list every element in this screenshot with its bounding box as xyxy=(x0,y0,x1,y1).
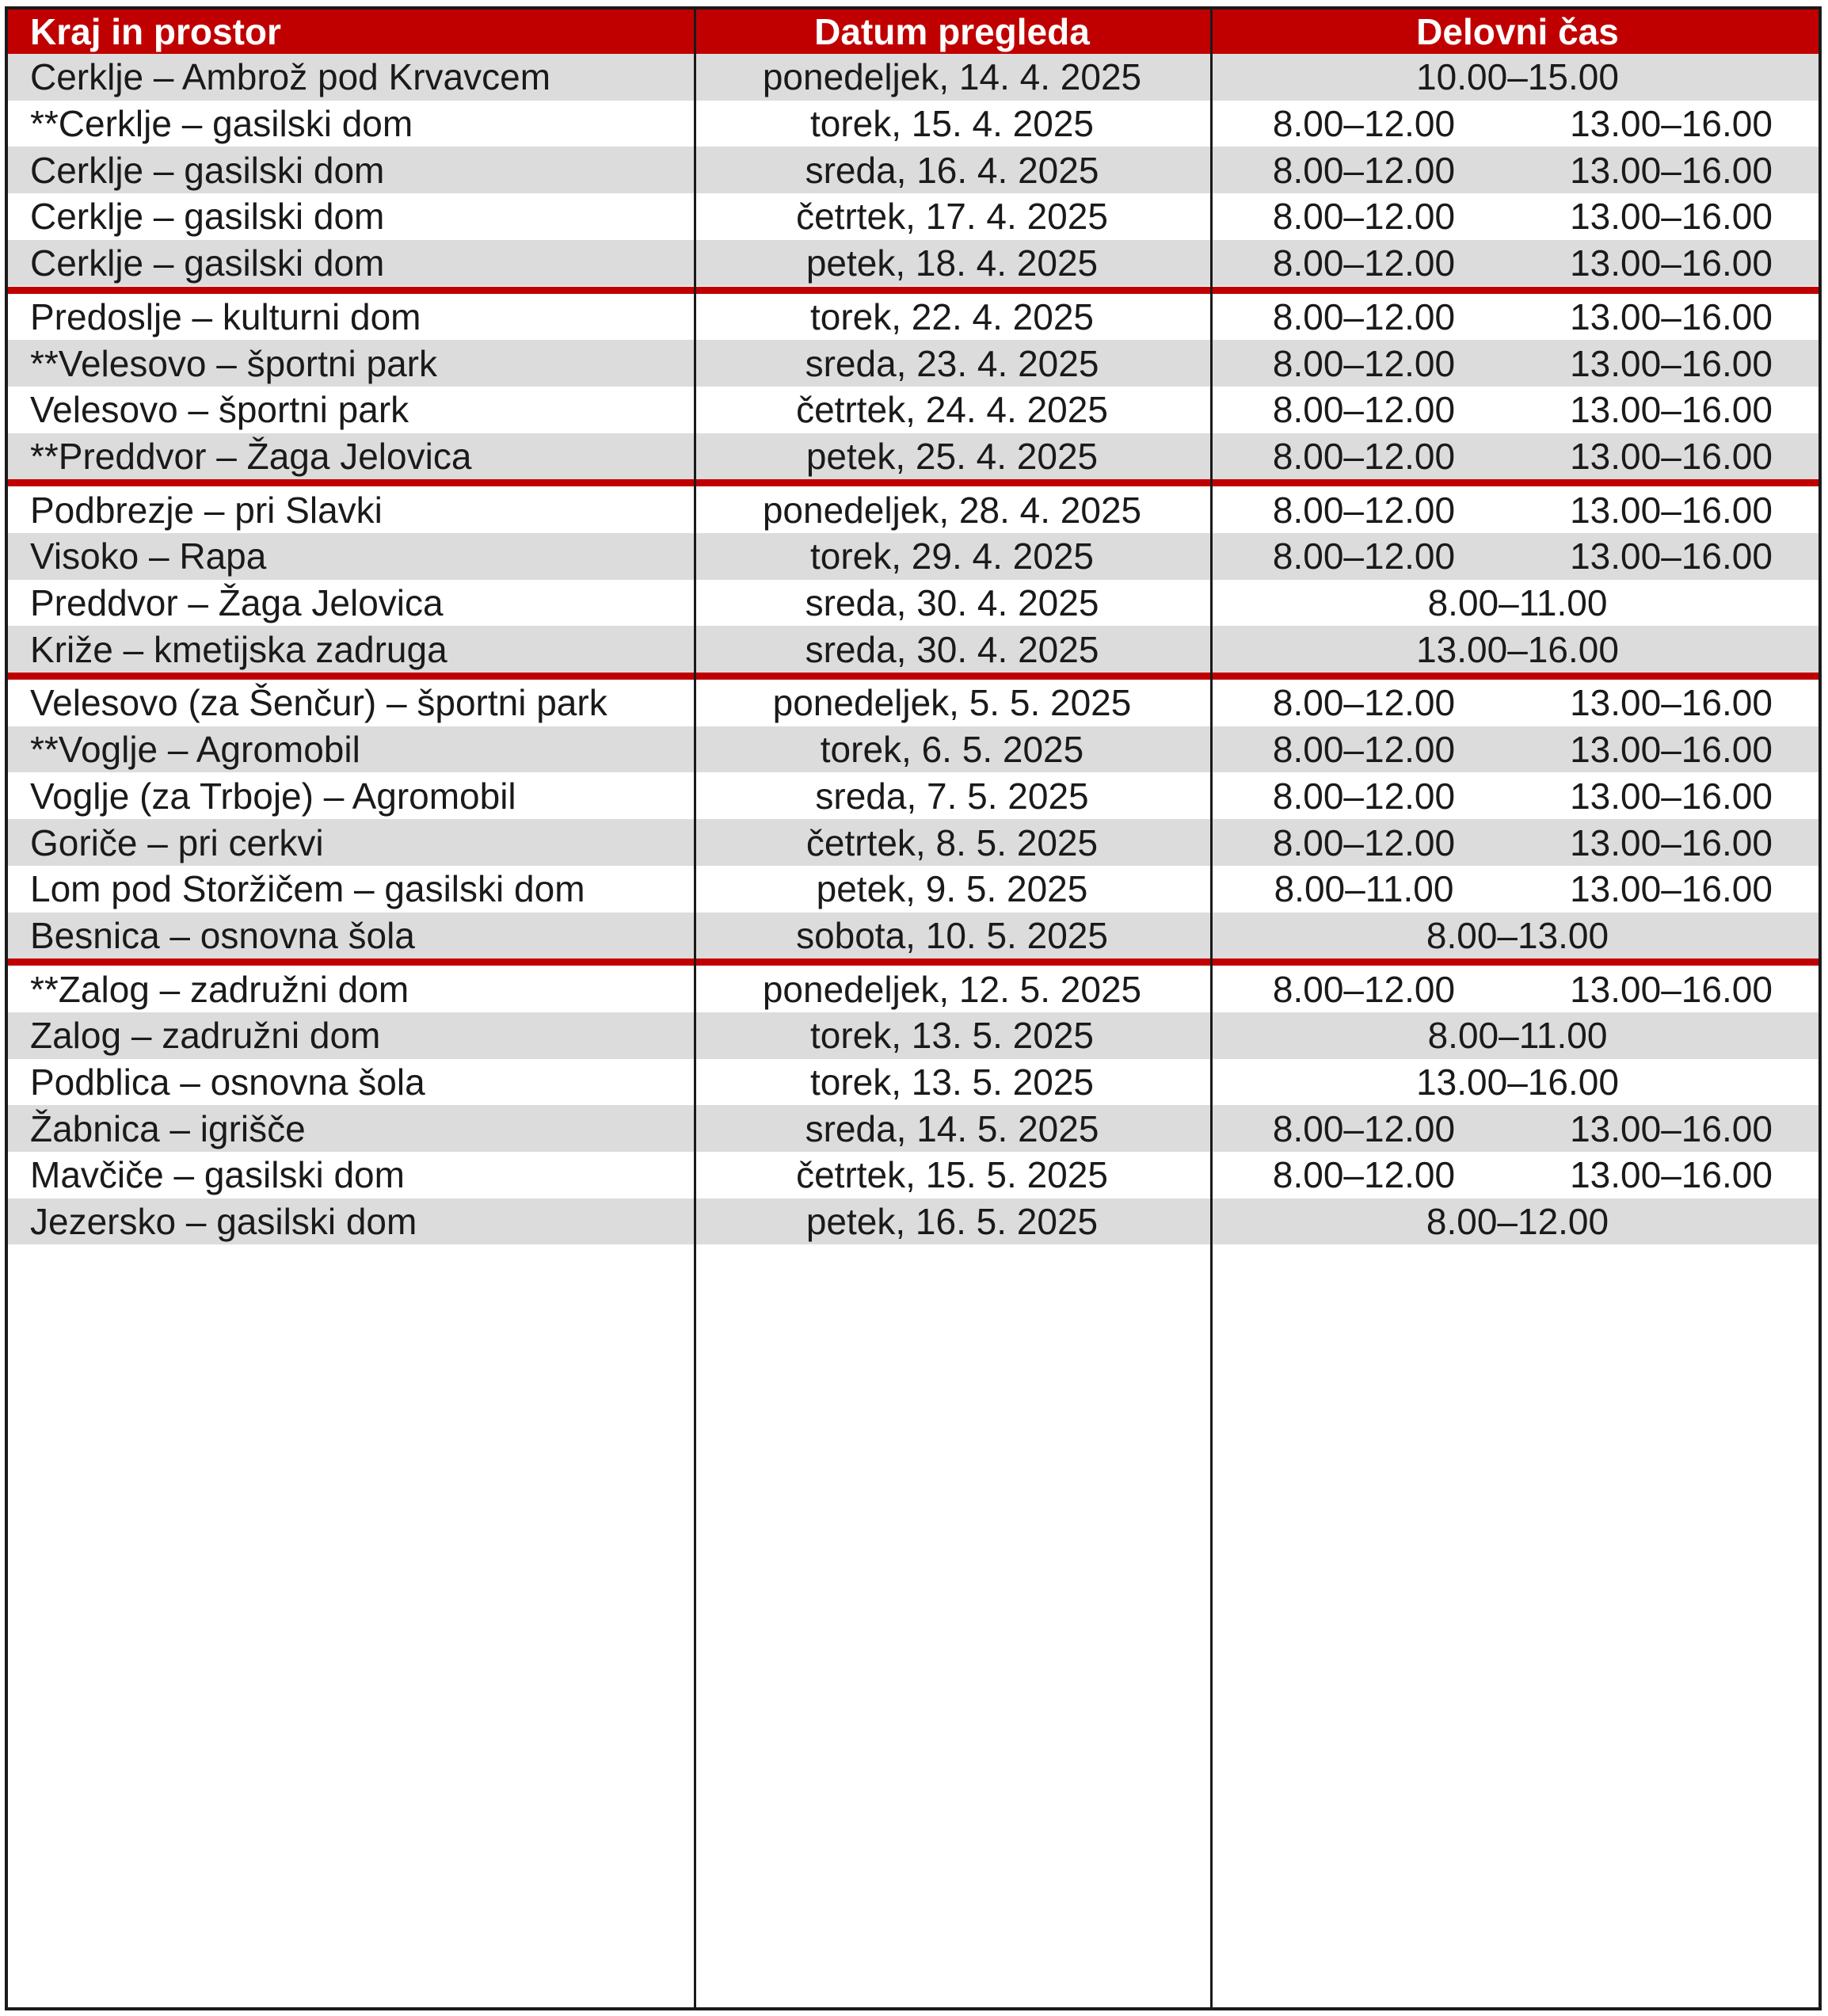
cell-place: Voglje (za Trboje) – Agromobil xyxy=(30,775,516,817)
cell-hours-afternoon: 13.00–16.00 xyxy=(1570,1107,1773,1149)
cell-hours: 13.00–16.00 xyxy=(1416,1061,1619,1103)
header-date: Datum pregleda xyxy=(814,11,1090,52)
cell-hours-afternoon: 13.00–16.00 xyxy=(1570,1154,1773,1196)
table-row xyxy=(8,580,1818,627)
cell-place: Zalog – zadružni dom xyxy=(30,1015,381,1057)
cell-place: Cerklje – gasilski dom xyxy=(30,196,385,238)
header-hours: Delovni čas xyxy=(1416,11,1619,52)
cell-hours-afternoon: 13.00–16.00 xyxy=(1570,149,1773,191)
cell-date: torek, 6. 5. 2025 xyxy=(820,729,1084,771)
cell-hours-afternoon: 13.00–16.00 xyxy=(1570,682,1773,724)
table-row xyxy=(8,673,1818,726)
cell-place: Visoko – Rapa xyxy=(30,535,267,577)
cell-hours-morning: 8.00–12.00 xyxy=(1272,242,1456,284)
table-row xyxy=(8,626,1818,673)
cell-hours-morning: 8.00–12.00 xyxy=(1272,389,1456,431)
cell-hours: 10.00–15.00 xyxy=(1416,56,1619,98)
cell-place: Velesovo (za Šenčur) – športni park xyxy=(30,682,607,724)
cell-hours-afternoon: 13.00–16.00 xyxy=(1570,103,1773,145)
cell-hours-morning: 8.00–12.00 xyxy=(1272,295,1456,337)
table-row xyxy=(8,54,1818,101)
table-row xyxy=(8,433,1818,480)
cell-place: **Preddvor – Žaga Jelovica xyxy=(30,435,472,477)
table-row xyxy=(8,101,1818,147)
cell-hours-afternoon: 13.00–16.00 xyxy=(1570,968,1773,1010)
cell-date: petek, 18. 4. 2025 xyxy=(805,242,1099,284)
cell-hours-afternoon: 13.00–16.00 xyxy=(1570,775,1773,817)
cell-date: torek, 29. 4. 2025 xyxy=(809,535,1095,577)
cell-hours-afternoon: 13.00–16.00 xyxy=(1570,196,1773,238)
cell-hours-morning: 8.00–12.00 xyxy=(1272,149,1456,191)
cell-hours-morning: 8.00–12.00 xyxy=(1272,489,1456,531)
cell-hours-morning: 8.00–12.00 xyxy=(1272,535,1456,577)
table-row xyxy=(8,1012,1818,1059)
cell-hours-afternoon: 13.00–16.00 xyxy=(1570,729,1773,771)
cell-hours-afternoon: 13.00–16.00 xyxy=(1570,535,1773,577)
header-place: Kraj in prostor xyxy=(30,11,281,52)
table-row xyxy=(8,819,1818,866)
cell-place: Jezersko – gasilski dom xyxy=(30,1201,417,1243)
cell-place: Besnica – osnovna šola xyxy=(30,914,415,956)
table-row xyxy=(8,387,1818,433)
cell-hours-afternoon: 13.00–16.00 xyxy=(1570,295,1773,337)
cell-date: petek, 9. 5. 2025 xyxy=(816,868,1088,910)
cell-hours: 8.00–11.00 xyxy=(1427,1015,1608,1057)
cell-hours: 8.00–13.00 xyxy=(1426,914,1609,956)
cell-hours: 13.00–16.00 xyxy=(1416,628,1619,670)
cell-place: Cerklje – gasilski dom xyxy=(30,149,385,191)
cell-hours-morning: 8.00–12.00 xyxy=(1272,821,1456,863)
cell-hours-afternoon: 13.00–16.00 xyxy=(1570,489,1773,531)
cell-date: sreda, 16. 4. 2025 xyxy=(805,149,1099,191)
cell-place: **Cerklje – gasilski dom xyxy=(30,103,413,145)
table-row xyxy=(8,240,1818,287)
cell-date: petek, 25. 4. 2025 xyxy=(805,435,1099,477)
cell-hours-morning: 8.00–12.00 xyxy=(1272,435,1456,477)
schedule-table xyxy=(5,6,1822,2010)
cell-date: ponedeljek, 14. 4. 2025 xyxy=(762,56,1142,98)
cell-place: Mavčiče – gasilski dom xyxy=(30,1154,405,1196)
cell-hours: 8.00–12.00 xyxy=(1426,1201,1609,1243)
cell-date: torek, 13. 5. 2025 xyxy=(809,1015,1095,1057)
cell-date: ponedeljek, 28. 4. 2025 xyxy=(762,489,1142,531)
cell-place: Križe – kmetijska zadruga xyxy=(30,628,447,670)
table-row xyxy=(8,1199,1818,1245)
cell-hours-afternoon: 13.00–16.00 xyxy=(1570,821,1773,863)
cell-hours-morning: 8.00–12.00 xyxy=(1272,342,1456,384)
table-row xyxy=(8,1105,1818,1152)
cell-date: sreda, 23. 4. 2025 xyxy=(805,342,1099,384)
cell-hours-morning: 8.00–11.00 xyxy=(1274,868,1454,910)
cell-date: ponedeljek, 12. 5. 2025 xyxy=(762,968,1142,1010)
cell-date: sobota, 10. 5. 2025 xyxy=(796,914,1108,956)
table-row xyxy=(8,287,1818,341)
column-divider xyxy=(1210,10,1213,2007)
table-header xyxy=(8,10,1818,54)
table-row xyxy=(8,726,1818,773)
table-row xyxy=(8,1152,1818,1199)
cell-place: Podblica – osnovna šola xyxy=(30,1061,425,1103)
cell-date: sreda, 30. 4. 2025 xyxy=(805,582,1099,624)
table-row xyxy=(8,147,1818,193)
cell-place: Žabnica – igrišče xyxy=(30,1107,306,1149)
cell-place: Podbrezje – pri Slavki xyxy=(30,489,383,531)
cell-place: Preddvor – Žaga Jelovica xyxy=(30,582,444,624)
cell-place: **Voglje – Agromobil xyxy=(30,729,360,771)
table-row xyxy=(8,479,1818,533)
cell-date: petek, 16. 5. 2025 xyxy=(805,1201,1099,1243)
cell-hours-morning: 8.00–12.00 xyxy=(1272,103,1456,145)
cell-hours: 8.00–11.00 xyxy=(1427,582,1608,624)
cell-date: torek, 13. 5. 2025 xyxy=(809,1061,1095,1103)
cell-place: Velesovo – športni park xyxy=(30,389,409,431)
cell-hours-morning: 8.00–12.00 xyxy=(1272,968,1456,1010)
cell-date: četrtek, 24. 4. 2025 xyxy=(796,389,1108,431)
cell-date: torek, 22. 4. 2025 xyxy=(809,295,1095,337)
table-row xyxy=(8,866,1818,913)
cell-place: Goriče – pri cerkvi xyxy=(30,821,324,863)
cell-hours-afternoon: 13.00–16.00 xyxy=(1570,389,1773,431)
cell-place: Predoslje – kulturni dom xyxy=(30,295,421,337)
cell-place: Cerklje – Ambrož pod Krvavcem xyxy=(30,56,551,98)
cell-date: sreda, 7. 5. 2025 xyxy=(815,775,1089,817)
cell-date: četrtek, 17. 4. 2025 xyxy=(796,196,1108,238)
cell-place: **Velesovo – športni park xyxy=(30,342,437,384)
cell-date: četrtek, 8. 5. 2025 xyxy=(805,821,1099,863)
table-row xyxy=(8,533,1818,580)
table-row xyxy=(8,913,1818,959)
cell-hours-morning: 8.00–12.00 xyxy=(1272,775,1456,817)
cell-date: sreda, 30. 4. 2025 xyxy=(805,628,1099,670)
table-row xyxy=(8,1059,1818,1106)
cell-date: sreda, 14. 5. 2025 xyxy=(805,1107,1099,1149)
cell-date: ponedeljek, 5. 5. 2025 xyxy=(772,682,1132,724)
cell-date: torek, 15. 4. 2025 xyxy=(809,103,1095,145)
cell-hours-morning: 8.00–12.00 xyxy=(1272,682,1456,724)
cell-hours-afternoon: 13.00–16.00 xyxy=(1570,342,1773,384)
cell-hours-morning: 8.00–12.00 xyxy=(1272,1154,1456,1196)
cell-place: Cerklje – gasilski dom xyxy=(30,242,385,284)
cell-hours-morning: 8.00–12.00 xyxy=(1272,1107,1456,1149)
cell-hours-afternoon: 13.00–16.00 xyxy=(1570,242,1773,284)
cell-hours-morning: 8.00–12.00 xyxy=(1272,196,1456,238)
cell-date: četrtek, 15. 5. 2025 xyxy=(796,1154,1108,1196)
column-divider xyxy=(694,10,696,2007)
cell-hours-afternoon: 13.00–16.00 xyxy=(1570,868,1773,910)
cell-hours-morning: 8.00–12.00 xyxy=(1272,729,1456,771)
cell-hours-afternoon: 13.00–16.00 xyxy=(1570,435,1773,477)
table-row xyxy=(8,773,1818,820)
table-row xyxy=(8,340,1818,387)
table-row xyxy=(8,193,1818,240)
table-row xyxy=(8,958,1818,1012)
cell-place: Lom pod Storžičem – gasilski dom xyxy=(30,868,585,910)
cell-place: **Zalog – zadružni dom xyxy=(30,968,409,1010)
